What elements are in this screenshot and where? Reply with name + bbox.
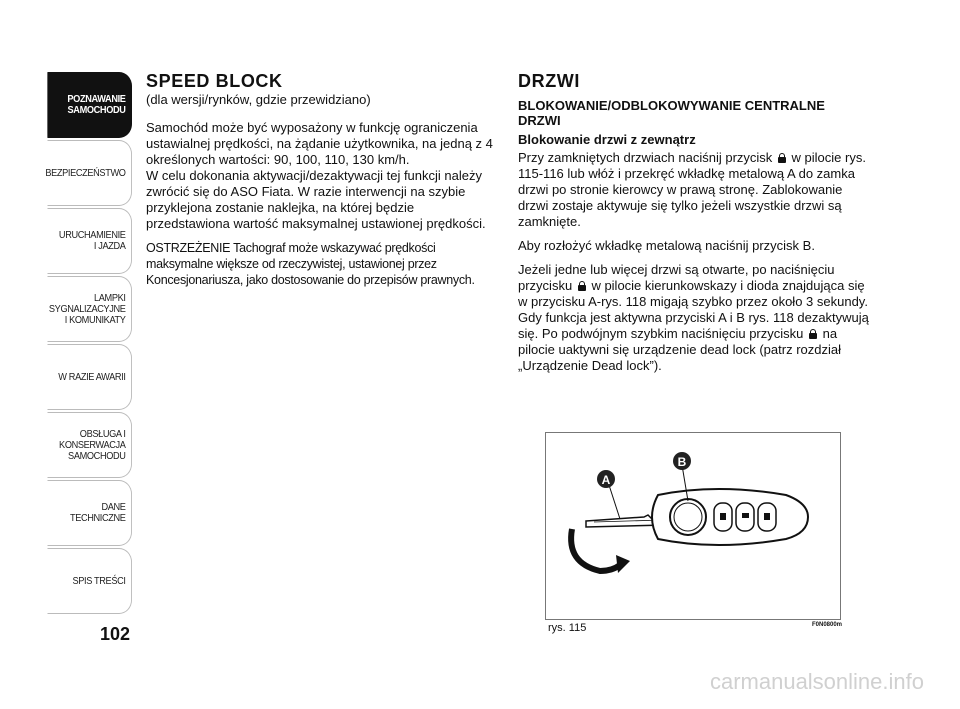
- tab-label: POZNAWANIE SAMOCHODU: [67, 94, 126, 116]
- tab-bezpieczenstwo[interactable]: [47, 140, 132, 206]
- section-subtitle: (dla wersji/rynków, gdzie przewidziano): [146, 92, 371, 107]
- paragraph: Samochód może być wyposażony w funkcję ograniczenia ustawialnej prędkości, na żądanie użytkownika, na jedną z 4 określonych wartości: 90, 100, 110, 130 km/h.: [146, 120, 493, 167]
- section-title: DRZWI: [518, 71, 580, 91]
- tab-spis-tresci[interactable]: [47, 548, 132, 614]
- speed-block-section: [146, 70, 498, 288]
- key-fob-figure: [545, 432, 841, 620]
- tab-label: URUCHAMIENIE I JAZDA: [58, 230, 126, 252]
- page-number: 102: [100, 624, 131, 644]
- section-subtitle: BLOKOWANIE/ODBLOKOWYWANIE CENTRALNE DRZWI: [518, 98, 825, 128]
- text: Przy zamkniętych drzwiach naciśnij przycisk: [518, 150, 773, 165]
- paragraph: Aby rozłożyć wkładkę metalową naciśnij przycisk B.: [518, 238, 815, 253]
- figure-code: F0N0800m: [812, 622, 843, 628]
- tab-label: W RAZIE AWARII: [58, 371, 126, 383]
- tab-label: OBSŁUGA I KONSERWACJA SAMOCHODU: [59, 428, 126, 462]
- lock-icon: [809, 329, 817, 339]
- text: w pilocie kierunkowskazy i dioda znajdująca się w przycisku A-rys. 118 migają szybko przez około 3 sekundy. Gdy funkcja jest aktywna przyciski A i B rys. 118 dezaktywują się. Po podwójnym szybkim naciśnięciu przycisku: [518, 278, 869, 341]
- paragraph: [518, 262, 870, 374]
- paragraph: W celu dokonania aktywacji/dezaktywacji tej funkcji należy zwrócić się do ASO Fiata. W razie interwencji na szybie przyklejona zostanie naklejka, na której będzie przedstawiona wartość maksymalnej ustawionej prędkości.: [146, 168, 486, 231]
- lock-icon: [778, 153, 786, 163]
- tab-poznawanie-samochodu[interactable]: [47, 72, 132, 138]
- paragraph: [518, 150, 870, 230]
- tab-label: SPIS TREŚCI: [72, 575, 126, 587]
- section-title: SPEED BLOCK: [146, 71, 283, 91]
- tab-lampki[interactable]: [47, 276, 132, 342]
- callout-b-label: B: [677, 455, 687, 469]
- text: Jeżeli jedne lub więcej drzwi są otwarte, po naciśnięciu przycisku: [518, 262, 835, 293]
- drzwi-section: [518, 70, 870, 374]
- tab-obsluga[interactable]: [47, 412, 132, 478]
- text: w pilocie rys. 115-116 lub włóż i przekręć wkładkę metalową A do zamka drzwi po stronie kierowcy w prawą stronę. Zablokowanie drzwi zostaje aktywuje się tylko jeżeli wszystkie drzwi są zamknięte.: [518, 150, 866, 229]
- warning-note: OSTRZEŻENIE Tachograf może wskazywać prędkości maksymalne większe od rzeczywistej, ustawionej przez Koncesjonariusza, jako dostosowanie do przepisów prawnych.: [146, 241, 475, 287]
- callout-a-label: A: [601, 473, 611, 487]
- key-fob-illustration: [546, 433, 840, 619]
- text: na pilocie uaktywni się urządzenie dead lock (patrz rozdział „Urządzenie Dead lock”).: [518, 326, 841, 373]
- subsection-heading: Blokowanie drzwi z zewnątrz: [518, 132, 696, 147]
- tab-label: BEZPIECZEŃSTWO: [45, 167, 126, 179]
- tab-dane-techniczne[interactable]: [47, 480, 132, 546]
- tab-label: DANE TECHNICZNE: [69, 502, 126, 524]
- tab-w-razie-awarii[interactable]: [47, 344, 132, 410]
- tab-uruchamienie-i-jazda[interactable]: [47, 208, 132, 274]
- watermark: carmanualsonline.info: [709, 669, 924, 694]
- lock-icon: [578, 281, 586, 291]
- tab-label: LAMPKI SYGNALIZACYJNE I KOMUNIKATY: [48, 292, 126, 326]
- figure-caption: rys. 115: [548, 622, 587, 634]
